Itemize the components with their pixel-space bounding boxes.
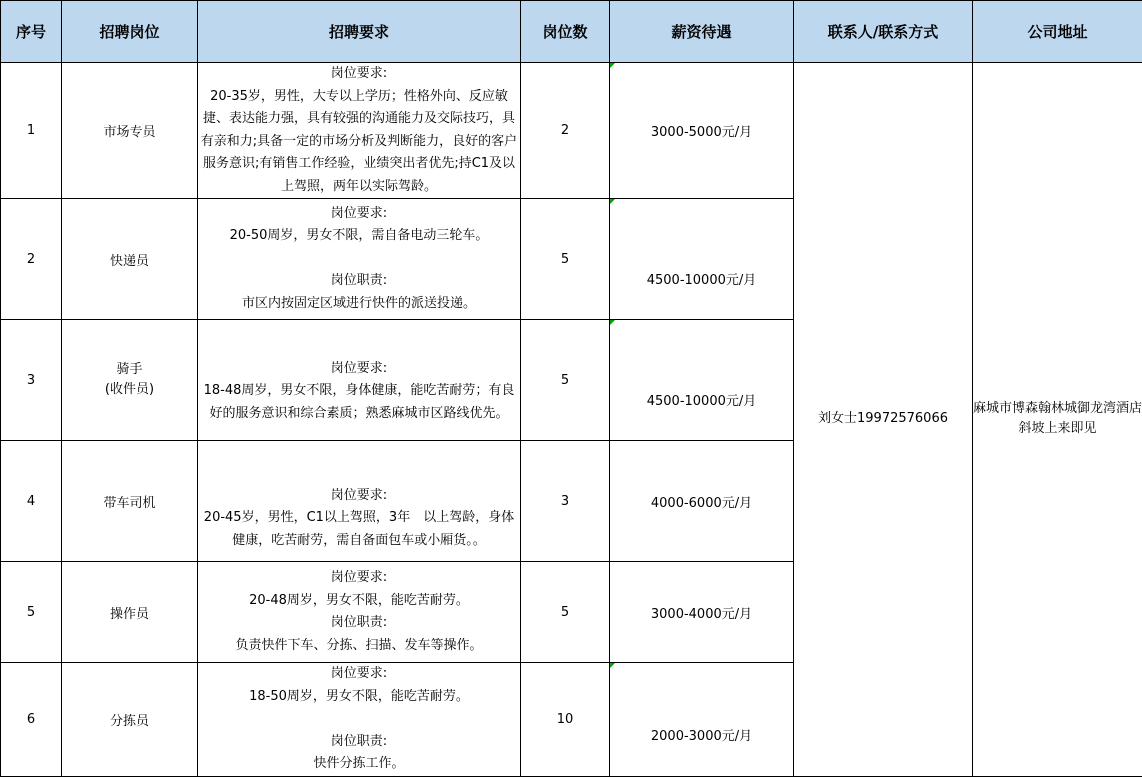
header-contact[interactable]: 联系人/联系方式 — [794, 1, 973, 63]
cell-salary[interactable] — [610, 562, 794, 663]
cell-count[interactable]: 2 — [521, 63, 610, 199]
cell-requirements[interactable] — [198, 562, 521, 663]
comment-marker-icon — [610, 320, 615, 325]
requirements-text: 岗位要求: 20-35岁，男性，大专以上学历；性格外向、反应敏捷、表达能力强，具有较强的沟通能力及交际技巧，具有亲和力;具备一定的市场分析及判断能力，良好的客户服务意识;有销售工作经验，业绩突出者优先;持C1及以上驾照，两年以实际驾龄。 — [198, 63, 520, 198]
salary-text: 2000-3000元/月 — [651, 729, 752, 744]
comment-marker-icon — [610, 199, 615, 204]
cell-index[interactable]: 6 — [1, 663, 62, 777]
salary-text: 3000-5000元/月 — [651, 125, 752, 140]
cell-position[interactable]: 市场专员 — [62, 63, 198, 199]
cell-index[interactable]: 5 — [1, 562, 62, 663]
cell-count[interactable]: 5 — [521, 320, 610, 441]
salary-text: 4500-10000元/月 — [647, 273, 757, 288]
cell-requirements[interactable] — [198, 441, 521, 562]
salary-text: 4500-10000元/月 — [647, 394, 757, 409]
comment-marker-icon — [610, 63, 615, 68]
cell-position[interactable]: 骑手 (收件员) — [62, 320, 198, 441]
cell-position[interactable]: 带车司机 — [62, 441, 198, 562]
cell-contact[interactable]: 刘女士19972576066 — [794, 63, 973, 777]
cell-position[interactable]: 分拣员 — [62, 663, 198, 777]
requirements-text: 岗位要求: 20-45岁，男性，C1以上驾照，3年 以上驾龄，身体健康，吃苦耐劳，需自备面包车或小厢货。。 — [198, 462, 520, 552]
requirements-text: 岗位要求: 18-48周岁，男女不限，身体健康，能吃苦耐劳；有良好的服务意识和综合素质；熟悉麻城市区路线优先。 — [198, 335, 520, 425]
table-row — [1, 63, 1142, 199]
cell-requirements[interactable] — [198, 320, 521, 441]
cell-requirements[interactable] — [198, 199, 521, 320]
salary-text: 4000-6000元/月 — [651, 496, 752, 511]
cell-index[interactable]: 2 — [1, 199, 62, 320]
cell-count[interactable]: 3 — [521, 441, 610, 562]
header-row — [1, 1, 1142, 63]
cell-salary[interactable] — [610, 63, 794, 199]
requirements-text: 岗位要求: 20-50周岁，男女不限，需自备电动三轮车。 岗位职责: 市区内按固定区域进行快件的派送投递。 — [198, 203, 520, 316]
cell-salary[interactable] — [610, 441, 794, 562]
cell-count[interactable]: 5 — [521, 562, 610, 663]
header-index[interactable]: 序号 — [1, 1, 62, 63]
cell-address[interactable]: 麻城市博森翰林城御龙湾酒店斜坡上来即见 — [973, 63, 1142, 777]
cell-index[interactable]: 1 — [1, 63, 62, 199]
requirements-text: 岗位要求: 20-48周岁，男女不限，能吃苦耐劳。 岗位职责: 负责快件下车、分拣、扫描、发车等操作。 — [198, 567, 520, 657]
header-salary[interactable]: 薪资待遇 — [610, 1, 794, 63]
header-count[interactable]: 岗位数 — [521, 1, 610, 63]
cell-salary[interactable] — [610, 320, 794, 441]
comment-marker-icon — [610, 663, 615, 668]
cell-requirements[interactable] — [198, 663, 521, 777]
cell-index[interactable]: 3 — [1, 320, 62, 441]
cell-index[interactable]: 4 — [1, 441, 62, 562]
requirements-text: 岗位要求: 18-50周岁，男女不限，能吃苦耐劳。 岗位职责: 快件分拣工作。 — [198, 663, 520, 776]
cell-count[interactable]: 5 — [521, 199, 610, 320]
salary-text: 3000-4000元/月 — [651, 607, 752, 622]
cell-requirements[interactable] — [198, 63, 521, 199]
header-requirements[interactable]: 招聘要求 — [198, 1, 521, 63]
cell-salary[interactable] — [610, 199, 794, 320]
header-position[interactable]: 招聘岗位 — [62, 1, 198, 63]
header-address[interactable]: 公司地址 — [973, 1, 1142, 63]
cell-salary[interactable] — [610, 663, 794, 777]
cell-count[interactable]: 10 — [521, 663, 610, 777]
cell-position[interactable]: 操作员 — [62, 562, 198, 663]
cell-position[interactable]: 快递员 — [62, 199, 198, 320]
